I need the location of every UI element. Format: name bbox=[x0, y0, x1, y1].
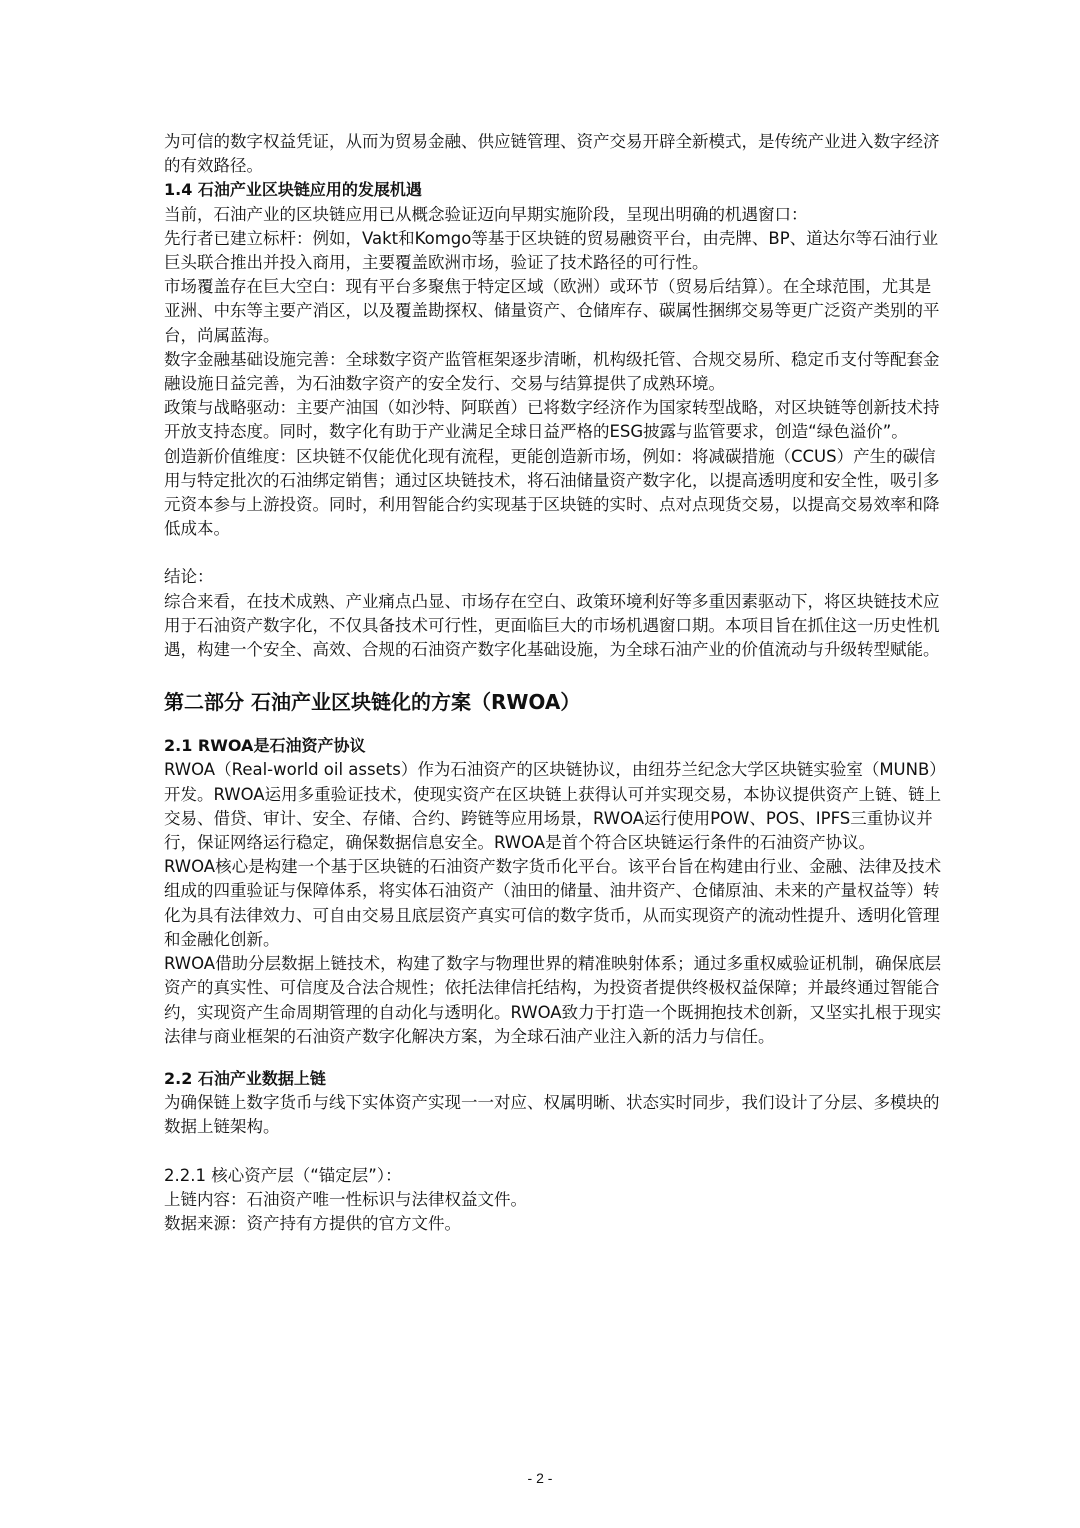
part-2-heading: 第二部分 石油产业区块链化的方案（RWOA） bbox=[164, 690, 581, 715]
paragraph: 政策与战略驱动：主要产油国（如沙特、阿联酋）已将数字经济作为国家转型战略，对区块链等创新技术持开放支持态度。同时，数字化有助于产业满足全球日益严格的ESG披露与监管要求，创造“绿色溢价”。 bbox=[164, 398, 940, 442]
section-1-4-heading: 1.4 石油产业区块链应用的发展机遇 bbox=[164, 180, 422, 200]
conclusion-paragraph: 综合来看，在技术成熟、产业痛点凸显、市场存在空白、政策环境利好等多重因素驱动下，将区块链技术应用于石油资产数字化，不仅具备技术可行性，更面临巨大的市场机遇窗口期。本项目旨在抓住这一历史性机遇，构建一个安全、高效、合规的石油资产数字化基础设施，为全球石油产业的价值流动与升级转型赋能。 bbox=[164, 591, 940, 660]
document-page bbox=[164, 130, 944, 1236]
paragraph: RWOA借助分层数据上链技术，构建了数字与物理世界的精准映射体系；通过多重权威验证机制，确保底层资产的真实性、可信度及合法合规性；依托法律信托结构，为投资者提供终极权益保障；并最终通过智能合约，实现资产生命周期管理的自动化与透明化。RWOA致力于打造一个既拥抱技术创新，又坚实扎根于现实法律与商业框架的石油资产数字化解决方案，为全球石油产业注入新的活力与信任。 bbox=[164, 954, 942, 1046]
section-2-2-heading: 2.2 石油产业数据上链 bbox=[164, 1068, 326, 1088]
conclusion-label: 结论： bbox=[164, 567, 214, 587]
paragraph: 市场覆盖存在巨大空白：现有平台多聚焦于特定区域（欧洲）或环节（贸易后结算）。在全球范围，尤其是亚洲、中东等主要产消区，以及覆盖勘探权、储量资产、仓储库存、碳属性捆绑交易等更广泛资产类别的平台，尚属蓝海。 bbox=[164, 277, 940, 345]
section-2-2-1-heading: 2.2.1 核心资产层（“锚定层”）： bbox=[164, 1165, 402, 1185]
paragraph: 创造新价值维度：区块链不仅能优化现有流程，更能创造新市场，例如：将减碳措施（CCUS）产生的碳信用与特定批次的石油绑定销售；通过区块链技术，将石油储量资产数字化，以提高透明度和安全性，吸引多元资本参与上游投资。同时，利用智能合约实现基于区块链的实时、点对点现货交易，以提高交易效率和降低成本。 bbox=[164, 446, 940, 539]
paragraph: 数据来源：资产持有方提供的官方文件。 bbox=[164, 1213, 461, 1233]
paragraph: 数字金融基础设施完善：全球数字资产监管框架逐步清晰，机构级托管、合规交易所、稳定币支付等配套金融设施日益完善，为石油数字资产的安全发行、交易与结算提供了成熟环境。 bbox=[164, 349, 940, 394]
spacer bbox=[164, 1140, 944, 1164]
paragraph: RWOA（Real-world oil assets）作为石油资产的区块链协议，由纽芬兰纪念大学区块链实验室（MUNB）开发。RWOA运用多重验证技术，使现实资产在区块链上获得认可并实现交易，本协议提供资产上链、链上交易、借贷、审计、安全、存储、合约、跨链等应用场景，RWOA运行使用POW、POS、IPFS三重协议并行，保证网络运行稳定，确保数据信息安全。RWOA是首个符合区块链运行条件的石油资产协议。 bbox=[164, 760, 942, 853]
paragraph: 先行者已建立标杆：例如，Vakt和Komgo等基于区块链的贸易融资平台，由壳牌、BP、道达尔等石油行业巨头联合推出并投入商用，主要覆盖欧洲市场，验证了技术路径的可行性。 bbox=[164, 228, 939, 273]
paragraph: 上链内容：石油资产唯一性标识与法律权益文件。 bbox=[164, 1189, 527, 1209]
section-2-1-heading: 2.1 RWOA是石油资产协议 bbox=[164, 736, 366, 756]
paragraph: RWOA核心是构建一个基于区块链的石油资产数字货币化平台。该平台旨在构建由行业、金融、法律及技术组成的四重验证与保障体系，将实体石油资产（油田的储量、油井资产、仓储原油、未来的产量权益等）转化为具有法律效力、可自由交易且底层资产真实可信的数字货币，从而实现资产的流动性提升、透明化管理和金融化创新。 bbox=[164, 857, 942, 949]
page-number: - 2 - bbox=[527, 1470, 553, 1486]
spacer bbox=[164, 541, 944, 565]
paragraph: 当前，石油产业的区块链应用已从概念验证迈向早期实施阶段，呈现出明确的机遇窗口： bbox=[164, 204, 808, 224]
intro-paragraph: 为可信的数字权益凭证，从而为贸易金融、供应链管理、资产交易开辟全新模式，是传统产业进入数字经济的有效路径。 bbox=[164, 132, 940, 176]
paragraph: 为确保链上数字货币与线下实体资产实现一一对应、权属明晰、状态实时同步，我们设计了分层、多模块的数据上链架构。 bbox=[164, 1093, 940, 1137]
spacer bbox=[164, 1049, 944, 1067]
